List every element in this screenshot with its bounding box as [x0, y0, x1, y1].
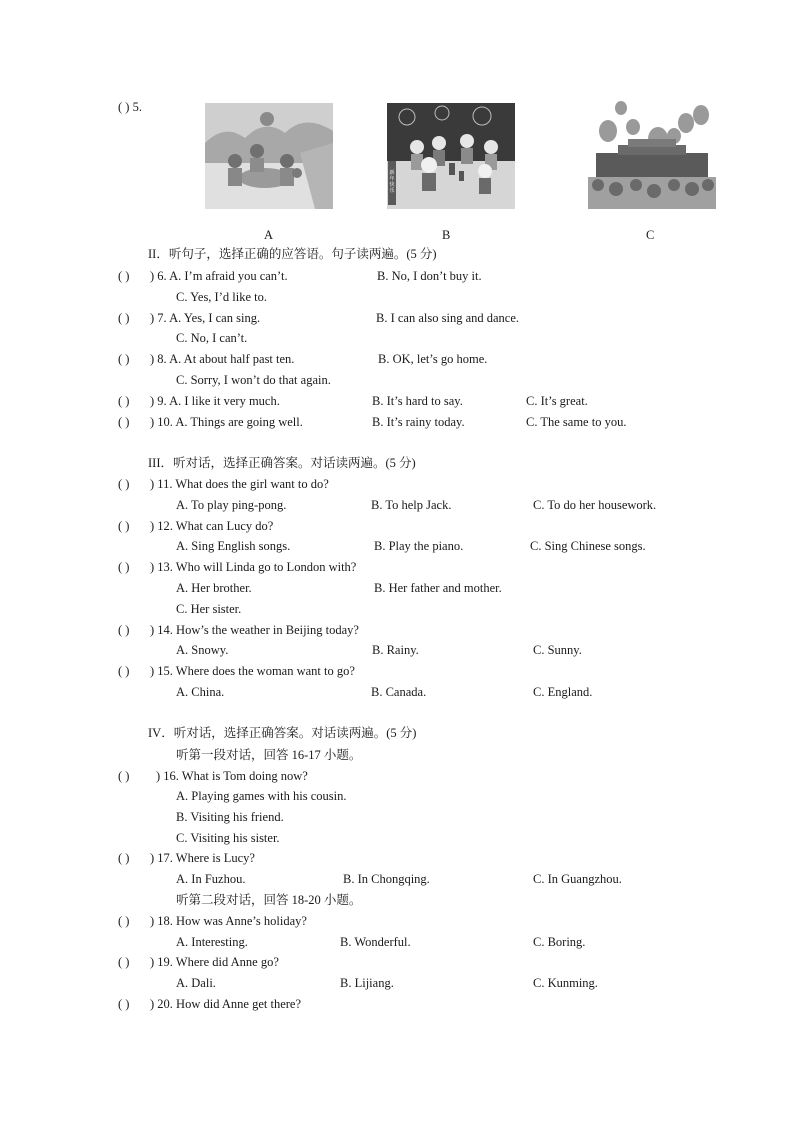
q5-label-a: A — [264, 228, 274, 242]
q18-paren: ( ) — [118, 914, 130, 928]
q9-option-b: B. It’s hard to say. — [372, 394, 463, 408]
q11-option-c: C. To do her housework. — [533, 498, 657, 512]
q9-stem: ) 9. A. I like it very much. — [150, 394, 280, 408]
q13-option-c: C. Her sister. — [176, 602, 242, 616]
q6-paren: ( ) — [118, 269, 130, 283]
q5-number: ( ) 5. — [118, 100, 142, 114]
q6-option-c: C. Yes, I’d like to. — [176, 290, 267, 304]
q19-option-c: C. Kunming. — [533, 976, 598, 990]
q8-option-b: B. OK, let’s go home. — [378, 352, 488, 366]
q7-option-b: B. I can also sing and dance. — [376, 311, 520, 325]
q16-option-c: C. Visiting his sister. — [176, 831, 280, 845]
section-4-note-2: 听第二段对话，回答 18-20 小题。 — [176, 893, 362, 907]
q12-stem: ) 12. What can Lucy do? — [150, 519, 274, 533]
picture-b-new-year — [387, 103, 515, 209]
section-3-title: III．听对话，选择正确答案。对话读两遍。(5 分) — [148, 456, 416, 470]
q15-paren: ( ) — [118, 664, 130, 678]
q14-stem: ) 14. How’s the weather in Beijing today? — [150, 623, 359, 637]
q20-paren: ( ) — [118, 997, 130, 1011]
q15-option-c: C. England. — [533, 685, 593, 699]
q5-label-b: B — [442, 228, 451, 242]
q17-option-c: C. In Guangzhou. — [533, 872, 622, 886]
new-year-sign: 新年快乐 — [389, 171, 395, 194]
q15-stem: ) 15. Where does the woman want to go? — [150, 664, 355, 678]
q10-option-b: B. It’s rainy today. — [372, 415, 465, 429]
q18-stem: ) 18. How was Anne’s holiday? — [150, 914, 307, 928]
q12-paren: ( ) — [118, 519, 130, 533]
q18-option-b: B. Wonderful. — [340, 935, 411, 949]
q13-option-b: B. Her father and mother. — [374, 581, 502, 595]
q13-stem: ) 13. Who will Linda go to London with? — [150, 560, 357, 574]
q5-label-c: C — [646, 228, 655, 242]
q10-option-c: C. The same to you. — [526, 415, 627, 429]
q14-option-c: C. Sunny. — [533, 643, 582, 657]
q6-stem: ) 6. A. I’m afraid you can’t. — [150, 269, 288, 283]
q16-paren: ( ) — [118, 769, 130, 783]
q18-option-c: C. Boring. — [533, 935, 586, 949]
family-dinner-icon — [205, 103, 333, 209]
balloons-tiananmen-icon — [588, 101, 716, 209]
q7-paren: ( ) — [118, 311, 130, 325]
new-year-celebration-icon — [387, 103, 515, 209]
q9-option-c: C. It’s great. — [526, 394, 588, 408]
q11-option-b: B. To help Jack. — [371, 498, 452, 512]
q17-option-b: B. In Chongqing. — [343, 872, 430, 886]
q8-option-c: C. Sorry, I won’t do that again. — [176, 373, 331, 387]
q19-paren: ( ) — [118, 955, 130, 969]
q17-stem: ) 17. Where is Lucy? — [150, 851, 255, 865]
q11-paren: ( ) — [118, 477, 130, 491]
picture-c-balloons — [588, 101, 716, 209]
q10-stem: ) 10. A. Things are going well. — [150, 415, 303, 429]
q14-paren: ( ) — [118, 623, 130, 637]
q14-option-b: B. Rainy. — [372, 643, 419, 657]
q10-paren: ( ) — [118, 415, 130, 429]
section-4-title: IV．听对话，选择正确答案。对话读两遍。(5 分) — [148, 726, 417, 740]
q7-option-c: C. No, I can’t. — [176, 331, 248, 345]
q12-option-a: A. Sing English songs. — [176, 539, 291, 553]
q7-stem: ) 7. A. Yes, I can sing. — [150, 311, 261, 325]
q15-option-a: A. China. — [176, 685, 225, 699]
q20-stem: ) 20. How did Anne get there? — [150, 997, 302, 1011]
section-2-title: II．听句子，选择正确的应答语。句子读两遍。(5 分) — [148, 247, 437, 261]
q9-paren: ( ) — [118, 394, 130, 408]
picture-a-family-dinner — [205, 103, 333, 209]
q19-option-b: B. Lijiang. — [340, 976, 394, 990]
q14-option-a: A. Snowy. — [176, 643, 229, 657]
q18-option-a: A. Interesting. — [176, 935, 248, 949]
q17-paren: ( ) — [118, 851, 130, 865]
q19-stem: ) 19. Where did Anne go? — [150, 955, 279, 969]
q16-stem: ) 16. What is Tom doing now? — [156, 769, 308, 783]
q8-paren: ( ) — [118, 352, 130, 366]
q12-option-c: C. Sing Chinese songs. — [530, 539, 646, 553]
q11-stem: ) 11. What does the girl want to do? — [150, 477, 329, 491]
section-4-note-1: 听第一段对话，回答 16-17 小题。 — [176, 748, 362, 762]
q8-stem: ) 8. A. At about half past ten. — [150, 352, 295, 366]
q12-option-b: B. Play the piano. — [374, 539, 464, 553]
q19-option-a: A. Dali. — [176, 976, 216, 990]
q6-option-b: B. No, I don’t buy it. — [377, 269, 482, 283]
q15-option-b: B. Canada. — [371, 685, 427, 699]
q16-option-b: B. Visiting his friend. — [176, 810, 284, 824]
q16-option-a: A. Playing games with his cousin. — [176, 789, 347, 803]
q11-option-a: A. To play ping-pong. — [176, 498, 287, 512]
q13-paren: ( ) — [118, 560, 130, 574]
q13-option-a: A. Her brother. — [176, 581, 252, 595]
q17-option-a: A. In Fuzhou. — [176, 872, 246, 886]
